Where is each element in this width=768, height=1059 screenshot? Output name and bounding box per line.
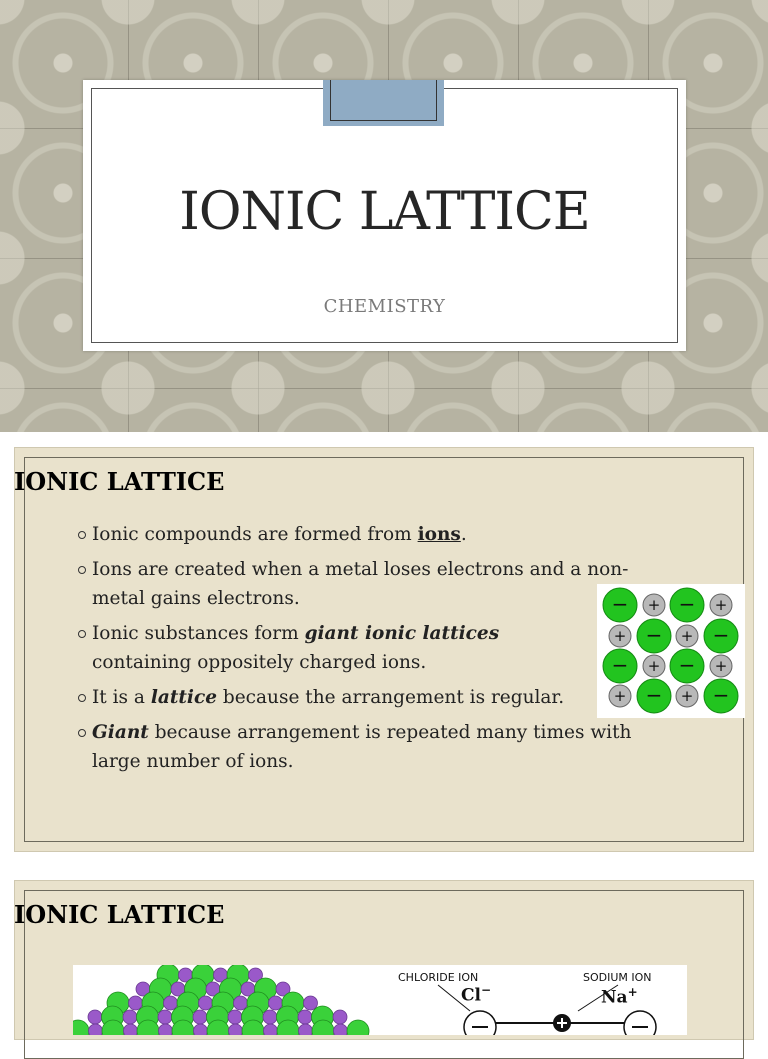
sodium-ion-label: SODIUM ION (583, 971, 652, 984)
svg-text:−: − (645, 623, 663, 647)
bullet-item: Ions are created when a metal loses electrons and a non-metal gains electrons. (78, 555, 678, 613)
svg-text:+: + (714, 596, 728, 614)
chloride-arrow (438, 985, 470, 1011)
sodium-sphere (124, 1024, 138, 1035)
sodium-sphere (164, 996, 178, 1010)
cation-sphere (643, 594, 665, 616)
svg-text:−: − (712, 623, 730, 647)
sodium-sphere (298, 1010, 312, 1024)
lattice-grid-svg (597, 584, 745, 718)
svg-text:+: + (680, 627, 694, 645)
svg-text:+: + (613, 627, 627, 645)
sodium-sphere (159, 1024, 173, 1035)
chloride-sphere (347, 1020, 369, 1035)
ionic-lattice-image (597, 584, 745, 718)
svg-text:−: − (678, 592, 696, 616)
sodium-sphere (304, 996, 318, 1010)
svg-text:+: + (647, 657, 661, 675)
anion-sphere (603, 649, 637, 683)
sodium-sphere (264, 1024, 278, 1035)
svg-text:+: + (647, 596, 661, 614)
sodium-sphere (334, 1024, 348, 1035)
svg-text:−: − (611, 653, 629, 677)
bullet-list (78, 520, 678, 782)
sodium-sphere (123, 1010, 137, 1024)
crystal-lattice-image (73, 965, 378, 1035)
chloride-ion-circle (464, 1011, 496, 1035)
sodium-symbol: Na+ (601, 985, 638, 1008)
svg-text:+: + (613, 687, 627, 705)
cation-sphere (609, 625, 631, 647)
anion-sphere (637, 619, 671, 653)
sodium-sphere (89, 1024, 103, 1035)
svg-text:−: − (678, 653, 696, 677)
chloride-ion-circle (624, 1011, 656, 1035)
cation-sphere (710, 655, 732, 677)
sodium-sphere (158, 1010, 172, 1024)
ion-diagram (378, 965, 687, 1035)
svg-text:+: + (714, 657, 728, 675)
svg-text:+: + (680, 687, 694, 705)
anion-sphere (603, 588, 637, 622)
anion-sphere (704, 679, 738, 713)
cation-sphere (710, 594, 732, 616)
bullet-emphasis: lattice (150, 687, 217, 708)
bullet-item: Ionic compounds are formed from ions. (78, 520, 678, 549)
chloride-sphere (73, 1020, 89, 1035)
anion-sphere (670, 649, 704, 683)
cation-sphere (676, 625, 698, 647)
cation-sphere (609, 685, 631, 707)
svg-text:−: − (645, 683, 663, 707)
sodium-sphere (229, 1024, 243, 1035)
sodium-sphere (333, 1010, 347, 1024)
anion-sphere (704, 619, 738, 653)
sodium-sphere (129, 996, 143, 1010)
bullet-item: Ionic substances form giant ionic lattices containing oppositely charged ions. (78, 619, 597, 677)
sodium-sphere (88, 1010, 102, 1024)
slide-heading: IONIC LATTICE (14, 466, 225, 496)
sodium-sphere (299, 1024, 313, 1035)
ion-diagram-arrows (378, 965, 687, 1035)
title-tab-decoration (323, 80, 444, 126)
chloride-symbol: Cl− (461, 983, 492, 1006)
sodium-sphere (269, 996, 283, 1010)
svg-text:−: − (611, 592, 629, 616)
anion-sphere (637, 679, 671, 713)
crystal-spheres-svg (73, 965, 378, 1035)
chloride-ion-label: CHLORIDE ION (398, 971, 479, 984)
sodium-arrow (578, 985, 618, 1011)
cation-sphere (643, 655, 665, 677)
slide-subtitle: CHEMISTRY (323, 296, 446, 317)
cation-sphere (676, 685, 698, 707)
bullet-item: It is a lattice because the arrangement is regular. (78, 683, 678, 712)
bullet-item: Giant because arrangement is repeated many times with large number of ions. (78, 718, 678, 776)
title-slide (0, 0, 768, 432)
sodium-sphere (263, 1010, 277, 1024)
sodium-sphere (228, 1010, 242, 1024)
bullet-emphasis: ions (417, 524, 461, 545)
slide-heading: IONIC LATTICE (14, 899, 225, 929)
sodium-sphere (194, 1024, 208, 1035)
bullet-emphasis: giant ionic lattices (304, 623, 500, 644)
bullet-emphasis: Giant (92, 722, 149, 743)
sodium-sphere (199, 996, 213, 1010)
sodium-sphere (234, 996, 248, 1010)
slide-title: IONIC LATTICE (179, 182, 590, 242)
anion-sphere (670, 588, 704, 622)
sodium-sphere (193, 1010, 207, 1024)
svg-text:−: − (712, 683, 730, 707)
